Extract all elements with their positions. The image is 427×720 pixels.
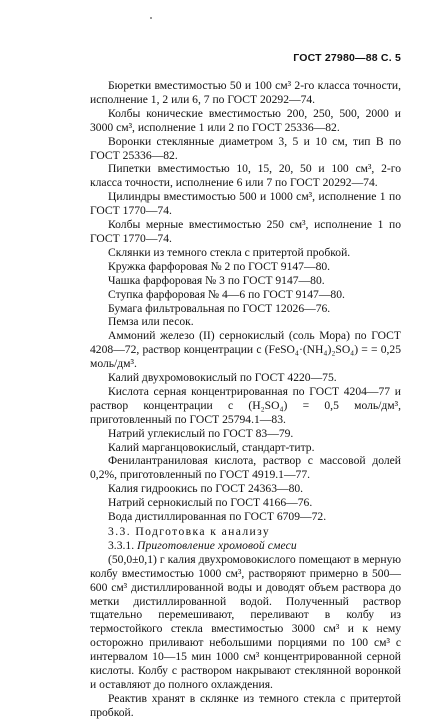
paragraph-porcelain-cup: Чашка фарфоровая № 3 по ГОСТ 9147—80.: [108, 273, 325, 287]
paragraph-porcelain-mortar: Ступка фарфоровая № 4—6 по ГОСТ 9147—80.: [108, 287, 345, 301]
paragraph-storage: Реактив хранят в склянке из темного стекла с притертой пробкой.: [90, 691, 401, 719]
paragraph-burettes: Бюретки вместимостью 50 и 100 см³ 2-го класса точности, исполнение 1, 2 или 6, 7 по ГОСТ 20292—74.: [90, 79, 401, 106]
paragraph-sulfuric-acid: Кислота серная концентрированная по ГОСТ 4204—77 и раствор концентрации c (H₂SO₄) = 0,5 моль/дм³, приготовленный по ГОСТ 25794.1—83.: [90, 384, 401, 426]
paragraph-procedure: (50,0±0,1) г калия двухромовокислого помещают в мерную колбу вместимостью 1000 см³, растворяют примерно в 500—600 см³ дистиллированной воды и доводят объем раствора до метки дистиллированной водой. Полученный раствор тщательно перемешивают, переливают в колбу из термостойкого стекла вместимостью 3000 см³ и к нему осторожно приливают небольшими порциями по 100 см³ с интервалом 10—15 мин 1000 см³ концентрированной серной кислоты. Колбу с раствором накрывают стеклянной воронкой и оставляют до полного охлаждения.: [90, 552, 401, 691]
subsection-title: Приготовление хромовой смеси: [137, 538, 297, 552]
paragraph-volumetric-flasks: Колбы мерные вместимостью 250 см³, исполнение 1 по ГОСТ 1770—74.: [90, 218, 401, 245]
page-header: ГОСТ 27980—88 С. 5: [293, 52, 401, 64]
paragraph-potassium-hydroxide: Калия гидроокись по ГОСТ 24363—80.: [108, 482, 304, 496]
paragraph-conical-flasks: Колбы конические вместимостью 200, 250, 500, 2000 и 3000 см³, исполнение 1 или 2 по ГОСТ 25336—82.: [90, 106, 401, 134]
paragraph-mohr-salt: Аммоний железо (II) сернокислый (соль Мора) по ГОСТ 4208—72, раствор концентрации c (FeSO₄·(NH₄)₂SO₄) = = 0,25 моль/дм³.: [90, 329, 401, 371]
paragraph-phenylanthranilic-acid: Фенилантраниловая кислота, раствор с массовой долей 0,2%, приготовленный по ГОСТ 4919.1—77.: [90, 454, 401, 482]
paragraph-pumice: Пемза или песок.: [108, 315, 194, 329]
subsection-heading: [90, 539, 401, 553]
paragraph-dark-bottles: Склянки из темного стекла с притертой пробкой.: [108, 245, 351, 259]
paragraph-porcelain-mug: Кружка фарфоровая № 2 по ГОСТ 9147—80.: [108, 259, 331, 273]
section-heading: [90, 525, 401, 539]
document-body: [90, 79, 401, 720]
paragraph-cylinders: Цилиндры вместимостью 500 и 1000 см³, исполнение 1 по ГОСТ 1770—74.: [90, 190, 401, 218]
paragraph-pipettes: Пипетки вместимостью 10, 15, 20, 50 и 100 см³, 2-го класса точности, исполнение 6 или 7 по ГОСТ 20292—74.: [90, 162, 401, 190]
section-title: Подготовка к анализу: [135, 525, 271, 538]
section-number: 3.3.: [108, 525, 131, 538]
paragraph-potassium-dichromate: Калий двухромовокислый по ГОСТ 4220—75.: [108, 371, 337, 385]
scan-speck: [150, 17, 152, 19]
paragraph-sodium-sulfate: Натрий сернокислый по ГОСТ 4166—76.: [108, 496, 313, 510]
paragraph-distilled-water: Вода дистиллированная по ГОСТ 6709—72.: [108, 510, 327, 524]
paragraph-filter-paper: Бумага фильтровальная по ГОСТ 12026—76.: [108, 301, 331, 315]
paragraph-funnels: Воронки стеклянные диаметром 3, 5 и 10 см, тип В по ГОСТ 25336—82.: [90, 134, 401, 162]
paragraph-sodium-carbonate: Натрий углекислый по ГОСТ 83—79.: [108, 426, 294, 440]
paragraph-potassium-permanganate: Калий марганцовокислый, стандарт-титр.: [108, 440, 315, 454]
subsection-number: 3.3.1.: [108, 538, 135, 552]
